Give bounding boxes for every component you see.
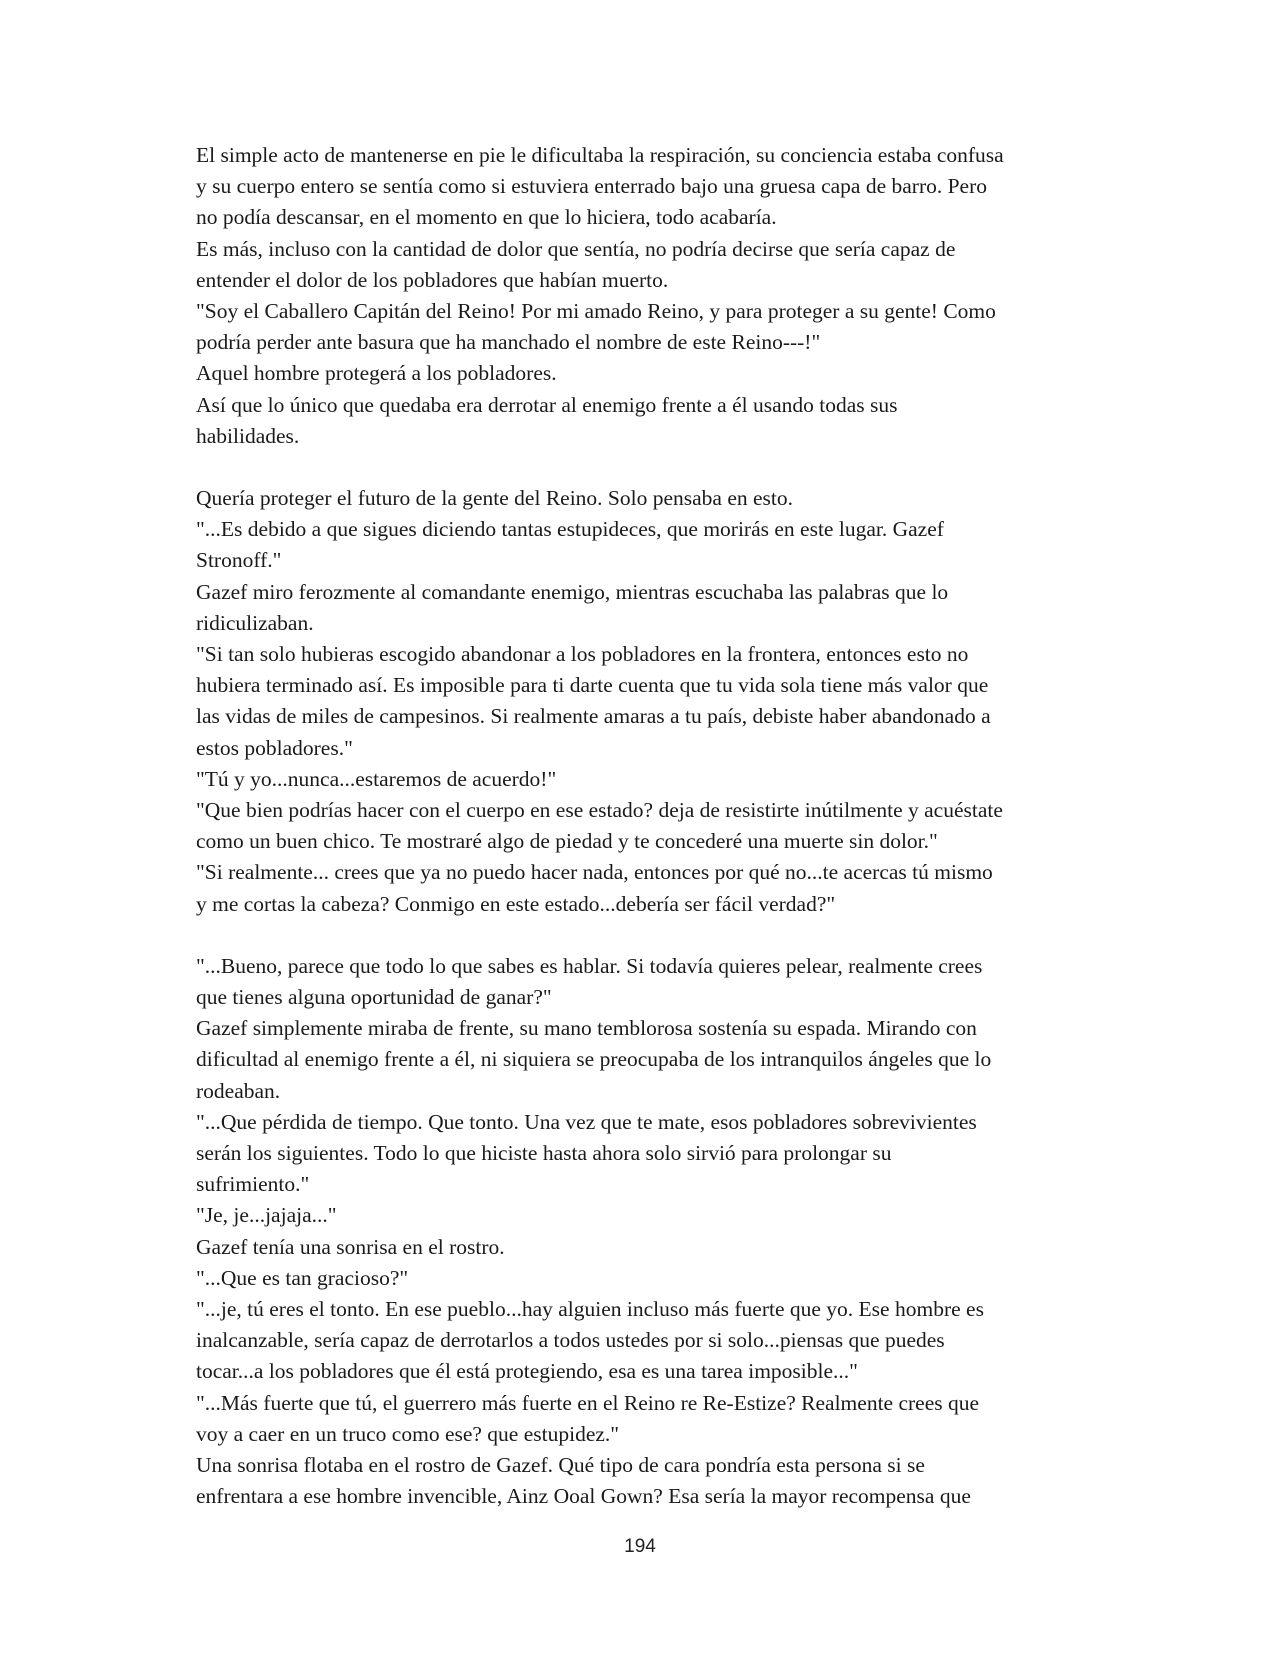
text-line: "...Que es tan gracioso?": [196, 1265, 409, 1290]
text-line: serán los siguientes. Todo lo que hiciste hasta ahora solo sirvió para prolongar su: [196, 1141, 892, 1165]
body-text: [196, 140, 1096, 1512]
text-line: que tienes alguna oportunidad de ganar?": [196, 985, 552, 1010]
text-line: hubiera terminado así. Es imposible para ti darte cuenta que tu vida sola tiene más valor que: [196, 673, 989, 698]
text-line: ridiculizaban.: [196, 610, 314, 635]
text-line: Stronoff.": [196, 548, 282, 573]
text-line: Es más, incluso con la cantidad de dolor que sentía, no podría decirse que sería capaz de: [196, 236, 956, 261]
text-line: Gazef simplemente miraba de frente, su mano temblorosa sostenía su espada. Mirando con: [196, 1016, 977, 1041]
text-line: Aquel hombre protegerá a los pobladores.: [196, 361, 557, 386]
text-line: habilidades.: [196, 423, 300, 448]
text-line: inalcanzable, sería capaz de derrotarlos a todos ustedes por si solo...piensas que puedes: [196, 1328, 945, 1353]
text-line: "Tú y yo...nunca...estaremos de acuerdo!": [196, 766, 557, 791]
text-line: "Si realmente... crees que ya no puedo hacer nada, entonces por qué no...te acercas tú mismo: [196, 860, 993, 885]
text-line: y me cortas la cabeza? Conmigo en este estado...debería ser fácil verdad?": [196, 891, 836, 916]
text-line: voy a caer en un truco como ese? que estupidez.": [196, 1421, 620, 1446]
text-line: "...Más fuerte que tú, el guerrero más fuerte en el Reino re Re-Estize? Realmente crees que: [196, 1390, 980, 1415]
text-line: tocar...a los pobladores que él está protegiendo, esa es una tarea imposible...": [196, 1359, 858, 1384]
text-line: "...je, tú eres el tonto. En ese pueblo...hay alguien incluso más fuerte que yo. Ese hombre es: [196, 1296, 984, 1321]
text-line: Gazef miro ferozmente al comandante enemigo, mientras escuchaba las palabras que lo: [196, 579, 949, 604]
text-line: sufrimiento.": [196, 1172, 310, 1197]
text-line: las vidas de miles de campesinos. Si realmente amaras a tu país, debiste haber abandonado a: [196, 704, 991, 729]
text-line: "Je, je...jajaja...": [196, 1203, 337, 1228]
text-line: como un buen chico. Te mostraré algo de piedad y te concederé una muerte sin dolor.": [196, 829, 938, 854]
text-line: enfrentara a ese hombre invencible, Ainz Ooal Gown? Esa sería la mayor recompensa que: [196, 1484, 971, 1509]
text-line: El simple acto de mantenerse en pie le dificultaba la respiración, su conciencia estaba confusa: [196, 143, 1004, 167]
text-line: no podía descansar, en el momento en que lo hiciera, todo acabaría.: [196, 205, 777, 230]
text-line: entender el dolor de los pobladores que habían muerto.: [196, 267, 669, 292]
text-line: dificultad al enemigo frente a él, ni siquiera se preocupaba de los intranquilos ángeles que lo: [196, 1047, 992, 1072]
text-line: "...Bueno, parece que todo lo que sabes es hablar. Si todavía quieres pelear, realmente crees: [196, 953, 983, 978]
text-line: Gazef tenía una sonrisa en el rostro.: [196, 1234, 505, 1259]
text-line: Quería proteger el futuro de la gente del Reino. Solo pensaba en esto.: [196, 486, 794, 511]
text-line: Una sonrisa flotaba en el rostro de Gazef. Qué tipo de cara pondría esta persona si se: [196, 1452, 925, 1477]
text-line: podría perder ante basura que ha manchado el nombre de este Reino---!": [196, 330, 821, 355]
text-line: "...Es debido a que sigues diciendo tantas estupideces, que morirás en este lugar. Gazef: [196, 517, 944, 542]
text-line: Así que lo único que quedaba era derrotar al enemigo frente a él usando todas sus: [196, 392, 898, 417]
text-line: "Que bien podrías hacer con el cuerpo en ese estado? deja de resistirte inútilmente y acuéstate: [196, 797, 1003, 822]
paragraph-gap: [196, 920, 1096, 951]
text-line: rodeaban.: [196, 1078, 281, 1103]
text-line: estos pobladores.": [196, 735, 353, 760]
text-line: "Soy el Caballero Capitán del Reino! Por mi amado Reino, y para proteger a su gente! Como: [196, 298, 996, 323]
text-line: "...Que pérdida de tiempo. Que tonto. Una vez que te mate, esos pobladores sobrevivientes: [196, 1109, 977, 1134]
text-line: "Si tan solo hubieras escogido abandonar a los pobladores en la frontera, entonces esto no: [196, 642, 969, 666]
paragraph-gap: [196, 452, 1096, 483]
text-line: y su cuerpo entero se sentía como si estuviera enterrado bajo una gruesa capa de barro. Pero: [196, 174, 988, 199]
page-number: 194: [624, 1536, 656, 1557]
